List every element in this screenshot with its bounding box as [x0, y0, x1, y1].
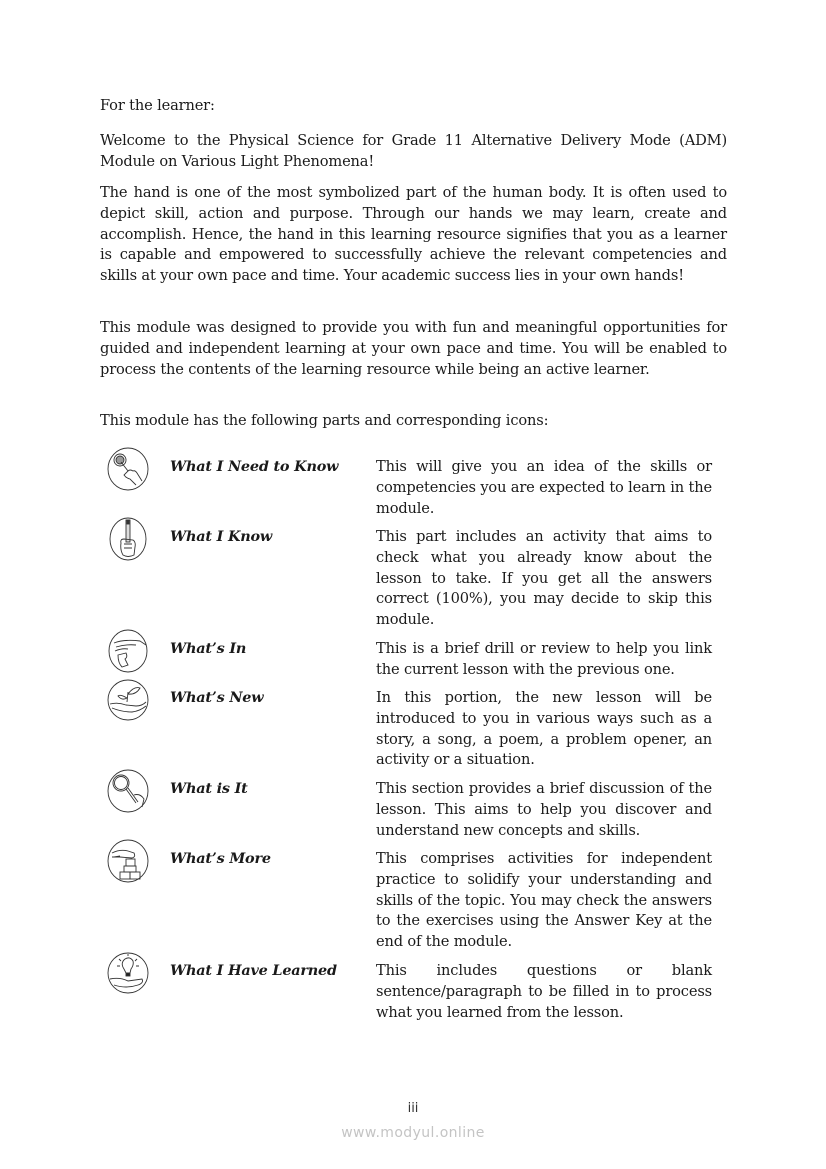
part-label: What I Have Learned: [170, 962, 337, 979]
part-description: This includes questions or blank sentence/paragraph to be filled in to process what you learned from the lesson.: [376, 962, 712, 1021]
watermark: www.modyul.online: [341, 1125, 485, 1141]
part-label: What’s New: [170, 689, 264, 706]
intro-paragraph: Welcome to the Physical Science for Grade 11 Alternative Delivery Mode (ADM) Module on Various Light Phenomena!: [100, 132, 727, 170]
parts-intro: This module has the following parts and corresponding icons:: [100, 412, 549, 429]
hand-stacking-blocks-icon: [106, 839, 150, 883]
part-label: What I Know: [170, 528, 273, 545]
design-paragraph: This module was designed to provide you with fun and meaningful opportunities for guided and independent learning at your own pace and time. You will be enabled to process the contents of the learning resource while being an active learner.: [100, 319, 727, 378]
magnifying-glass-icon: [106, 769, 150, 813]
part-label: What’s In: [170, 640, 247, 657]
part-description: This will give you an idea of the skills or competencies you are expected to learn in the module.: [376, 458, 712, 517]
hand-holding-pencil-icon: [106, 517, 150, 561]
part-description: This is a brief drill or review to help you link the current lesson with the previous one.: [376, 640, 712, 678]
part-description: This comprises activities for independent practice to solidify your understanding and skills of the topic. You may check the answers to the exercises using the Answer Key at the end of the module.: [376, 850, 712, 951]
greeting: For the learner:: [100, 97, 215, 114]
part-description: This section provides a brief discussion of the lesson. This aims to help you discover and understand new concepts and skills.: [376, 780, 712, 839]
hand-paragraph: The hand is one of the most symbolized part of the human body. It is often used to depict skill, action and purpose. Through our hands we may learn, create and accomplish. Hence, the hand in this learning resource signifies that you as a learner is capable and empowered to successfully achieve the relevant competencies and skills at your own pace and time. Your academic success lies in your own hands!: [100, 184, 727, 285]
part-description: In this portion, the new lesson will be introduced to you in various ways such as a story, a song, a poem, a problem opener, an activity or a situation.: [376, 689, 712, 769]
part-label: What I Need to Know: [170, 458, 339, 475]
part-label: What is It: [170, 780, 248, 797]
part-label: What’s More: [170, 850, 271, 867]
page-number: iii: [407, 1101, 419, 1116]
hand-seedling-icon: [106, 678, 150, 722]
part-description: This part includes an activity that aims to check what you already know about the lesson to take. If you get all the answers correct (100%), you may decide to skip this module.: [376, 528, 712, 629]
hand-lightbulb-icon: [106, 951, 150, 995]
hand-puzzle-icon: [106, 629, 150, 673]
hand-pointing-icon: [106, 447, 150, 491]
